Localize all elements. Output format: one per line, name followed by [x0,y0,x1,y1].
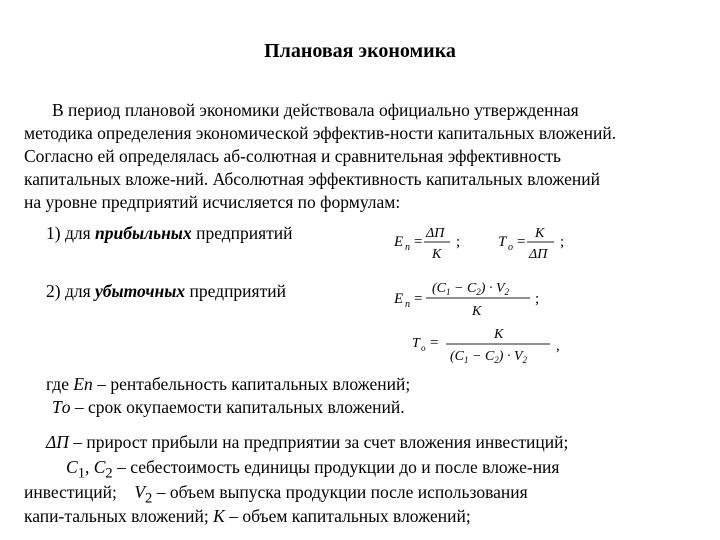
legend-v-subscript: 2 [145,490,153,507]
f1-to-denominator: ΔП [529,247,548,262]
f1-eq-1: = [414,234,423,250]
legend-en-text: – рентабельность капитальных вложений; [92,374,411,394]
f1-en-denominator: K [432,247,442,262]
intro-line-1: В период плановой экономики действовала официально утвержденная [52,100,579,120]
legend-v-symbol: V [134,482,146,502]
f3-eq: = [430,335,439,351]
legend-k-text: – объем капитальных вложений; [224,506,471,526]
case-2-prefix: 2) для [46,281,96,301]
legend-where: где [46,374,74,394]
f1-to-symbol: T [498,234,507,250]
f1-to-subscript: о [508,242,513,253]
intro-line-5: на уровне предприятий исчисляется по формулам: [24,192,401,212]
legend-to [52,396,405,419]
legend-en-symbol: Eп [73,374,93,394]
intro-line-3: Согласно ей определялась аб-солютная и сравнительная эффективность [24,146,561,166]
formula-unprofitable-en [390,274,580,322]
f2-eq: = [414,291,423,307]
f2-sep: ; [535,291,540,307]
legend-c1-symbol: C [66,457,78,477]
f3-to-symbol: T [412,336,420,351]
f1-en-subscript: п [405,242,410,253]
legend-c1-subscript: 1 [77,465,85,482]
f1-en-numerator: ΔП [426,226,445,241]
legend-k-symbol: K [213,506,225,526]
case-2-label [46,280,286,303]
legend-c2-symbol: C [93,457,106,477]
intro-line-4: капитальных вложе-ний. Абсолютная эффективность капитальных вложений [24,169,601,189]
f2-en-symbol: E [394,291,404,307]
case-1-suffix: предприятий [191,223,293,243]
case-2-emphasis: убыточных [95,281,186,301]
f2-denominator: K [472,304,482,319]
f3-numerator: K [494,327,504,342]
legend-dp [46,431,568,454]
legend-to-symbol: Tо [52,397,71,417]
legend-to-text: – срок окупаемости капитальных вложений. [70,397,405,417]
page-title: Плановая экономика [264,40,456,62]
f1-sep-2: ; [560,234,565,250]
legend-c-text-cont: инвестиций; [24,482,135,502]
intro-line-2: методика определения экономической эффектив-ности капитальных вложений. [24,123,617,143]
case-1-prefix: 1) для [46,223,96,243]
legend-dp-symbol: ΔП [46,432,69,452]
legend-dp-text: – прирост прибыли на предприятии за счет вложения инвестиций; [68,432,569,452]
f3-denominator: $(C_1 - C_2) \cdot V_2$ [450,349,528,365]
legend-c-comma: , [84,457,94,477]
legend-v-text: – объем выпуска продукции после использования [152,482,528,502]
legend-en [46,373,410,396]
f3-sep: , [556,338,560,354]
legend-c-text: – себестоимость единицы продукции до и после вложе-ния [112,457,560,477]
case-1-emphasis: прибыльных [95,223,192,243]
f1-eq-2: = [517,234,526,250]
f2-en-subscript: п [405,299,410,310]
formula-profitable [390,218,590,268]
f1-en-symbol: E [394,234,404,250]
f1-sep-1: ; [456,234,461,250]
f1-to-numerator: K [535,226,545,241]
legend-k-prefix: капи-тальных вложений; [24,506,214,526]
case-2-suffix: предприятий [185,281,286,301]
case-1-label [46,222,293,245]
formula-unprofitable-to [408,322,578,370]
legend-c2-subscript: 2 [105,465,113,482]
f2-numerator: $(C_1 - C_2) \cdot V_2$ [432,281,510,297]
f3-to-subscript: о [421,343,426,353]
legend-k [24,505,471,528]
